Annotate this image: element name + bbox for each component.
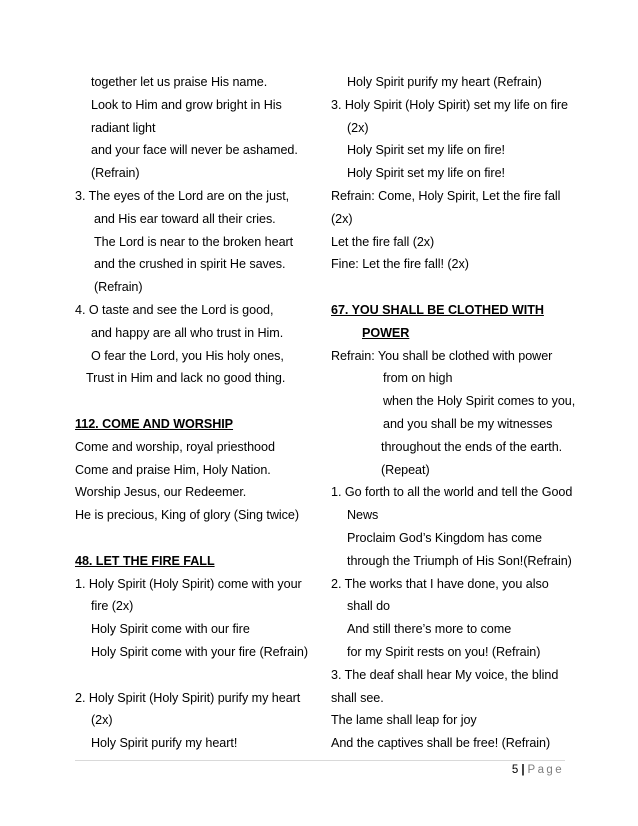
lyric-line: Trust in Him and lack no good thing.: [86, 371, 286, 386]
lyric-line: Holy Spirit set my life on fire!: [347, 143, 505, 158]
lyric-line: Come and praise Him, Holy Nation.: [75, 462, 271, 477]
page-number: 5: [511, 764, 519, 776]
lyric-line: and your face will never be ashamed.: [91, 143, 298, 158]
lyric-line: Let the fire fall (2x): [331, 234, 435, 249]
lyric-line: 3. Holy Spirit (Holy Spirit) set my life on fire: [331, 97, 568, 112]
lyric-line: Holy Spirit purify my heart (Refrain): [347, 75, 542, 89]
lyric-line: (2x): [91, 713, 113, 728]
lyric-line: radiant light: [91, 120, 156, 135]
lyric-line: and His ear toward all their cries.: [94, 211, 276, 226]
blank-line: [75, 527, 320, 550]
right-column: [331, 71, 591, 755]
section-heading: 48. LET THE FIRE FALL: [75, 553, 215, 568]
lyric-line: through the Triumph of His Son!(Refrain): [347, 553, 572, 568]
lyric-line: for my Spirit rests on you! (Refrain): [347, 644, 541, 659]
lyric-line: Refrain: Come, Holy Spirit, Let the fire fall: [331, 188, 561, 203]
page-footer: [512, 763, 564, 777]
lyric-line: He is precious, King of glory (Sing twice): [75, 508, 299, 523]
lyric-line: Worship Jesus, our Redeemer.: [75, 485, 247, 500]
lyric-line: and the crushed in spirit He saves.: [94, 257, 286, 272]
lyric-line: The lame shall leap for joy: [331, 713, 477, 728]
lyric-line: when the Holy Spirit comes to you,: [383, 394, 576, 409]
lyric-line: throughout the ends of the earth.: [381, 439, 563, 454]
lyric-line: shall see.: [331, 690, 384, 705]
lyric-line: Holy Spirit come with your fire (Refrain): [91, 644, 309, 659]
blank-line: [75, 390, 320, 413]
footer-separator: |: [521, 764, 525, 776]
lyric-line: Fine: Let the fire fall! (2x): [331, 257, 469, 272]
lyric-line: 3. The eyes of the Lord are on the just,: [75, 188, 290, 203]
lyric-line: Holy Spirit purify my heart!: [91, 736, 238, 751]
lyric-line: 1. Holy Spirit (Holy Spirit) come with your: [75, 576, 302, 591]
lyric-line: (2x): [347, 120, 369, 135]
lyric-line: Come and worship, royal priesthood: [75, 439, 275, 454]
blank-line: [75, 664, 320, 687]
blank-line: [331, 276, 591, 299]
lyric-line: (2x): [331, 211, 353, 226]
lyric-line: 2. The works that I have done, you also: [331, 576, 549, 591]
lyric-line: (Repeat): [381, 462, 430, 477]
lyric-line: O fear the Lord, you His holy ones,: [91, 348, 284, 363]
lyric-line: 3. The deaf shall hear My voice, the blind: [331, 667, 559, 682]
lyric-line: and happy are all who trust in Him.: [91, 325, 284, 340]
lyric-line: shall do: [347, 599, 391, 614]
footer-divider: [75, 760, 565, 761]
section-heading: 112. COME AND WORSHIP: [75, 416, 234, 431]
lyric-line: fire (2x): [91, 599, 134, 614]
left-column: [75, 71, 320, 755]
section-heading: POWER: [362, 325, 410, 340]
page-label: Page: [527, 764, 564, 776]
lyric-line: (Refrain): [94, 280, 143, 295]
lyric-line: Proclaim God’s Kingdom has come: [347, 530, 542, 545]
lyric-line: 1. Go forth to all the world and tell the Good: [331, 485, 573, 500]
lyric-line: Holy Spirit come with our fire: [91, 622, 250, 637]
lyric-line: The Lord is near to the broken heart: [94, 234, 294, 249]
lyric-line: Refrain: You shall be clothed with power: [331, 348, 553, 363]
lyric-line: from on high: [383, 371, 453, 386]
lyric-line: 2. Holy Spirit (Holy Spirit) purify my heart: [75, 690, 301, 705]
lyric-line: And the captives shall be free! (Refrain): [331, 736, 551, 751]
lyric-line: News: [347, 508, 379, 523]
lyric-line: 4. O taste and see the Lord is good,: [75, 302, 274, 317]
lyric-line: And still there’s more to come: [347, 622, 512, 637]
lyric-line: (Refrain): [91, 166, 140, 181]
lyric-line: Look to Him and grow bright in His: [91, 97, 282, 112]
lyric-line: and you shall be my witnesses: [383, 416, 553, 431]
section-heading: 67. YOU SHALL BE CLOTHED WITH: [331, 302, 544, 317]
lyric-line: Holy Spirit set my life on fire!: [347, 166, 505, 181]
lyric-line: together let us praise His name.: [91, 75, 268, 89]
